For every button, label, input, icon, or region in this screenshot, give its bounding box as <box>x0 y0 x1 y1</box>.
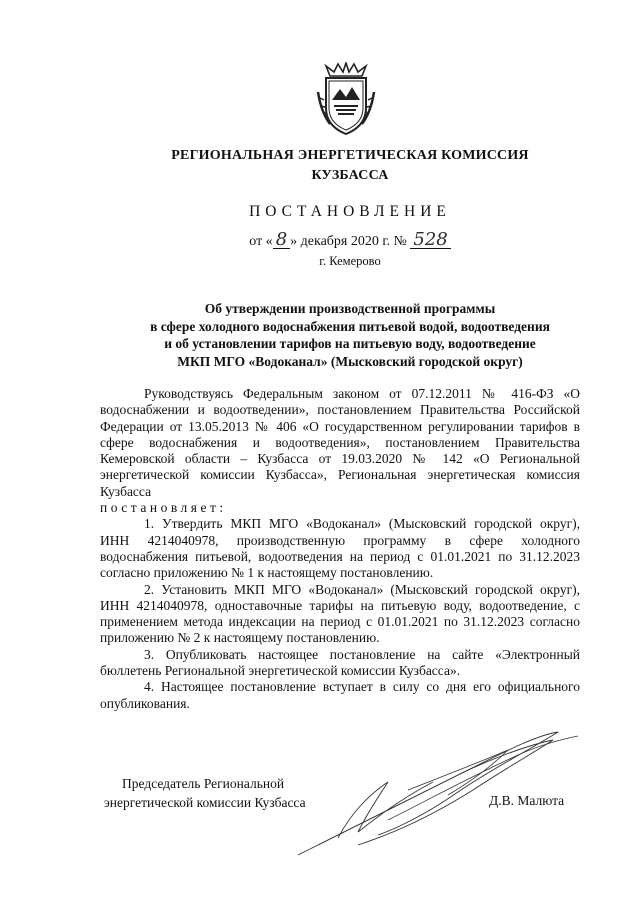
decree-item: 1. Утвердить МКП МГО «Водоканал» (Мысковский городской округ), ИНН 4214040978, производственную программу в сфере холодного водоснабжения питьевой, водоотведения на период с 01.01.2021 по 31.12.2023 согласно приложению № 1 к настоящему постановлению. <box>100 516 580 581</box>
document-number: 528 <box>410 232 450 249</box>
decree-item: 4. Настоящее постановление вступает в силу со дня его официального опубликования. <box>100 679 580 711</box>
position-line: энергетической комиссии Кузбасса <box>104 795 306 810</box>
document-city: г. Кемерово <box>319 254 381 268</box>
signatory-position <box>104 774 306 812</box>
decree-item: 3. Опубликовать настоящее постановление на сайте «Электронный бюллетень Региональной энергетической комиссии Кузбасса». <box>100 646 580 679</box>
title-line: и об установлении тарифов на питьевую воду, водоотведение <box>164 336 536 351</box>
coat-of-arms-icon <box>316 62 376 136</box>
title-line: Об утверждении производственной программы <box>204 301 496 316</box>
signatory-name: Д.В. Малюта <box>489 793 565 808</box>
document-date-line <box>100 229 600 250</box>
decree-item: 2. Установить МКП МГО «Водоканал» (Мысковский городской округ), ИНН 4214040978, одноставочные тарифы на питьевую воду, водоотведение, с применением метода индексации на период с 01.01.2021 по 31.12.2023 согласно приложению № 2 к настоящему постановлению. <box>100 581 580 646</box>
preamble-paragraph: Руководствуясь Федеральным законом от 07.12.2011 № 416-ФЗ «О водоснабжении и водоотведении», постановлением Правительства Российской Федерации от 13.05.2013 № 406 «О государственном регулировании тарифов в сфере водоснабжения и водоотведения», постановлением Правительства Кемеровской области – Кузбасса от 19.03.2020 № 142 «О Региональной энергетической комиссии Кузбасса», Региональная энергетическая комиссия Кузбасса <box>100 386 580 499</box>
handwritten-signature <box>288 720 588 860</box>
date-prefix: от « <box>249 234 273 249</box>
organization-name-region: КУЗБАССА <box>311 168 389 183</box>
date-day: 8 <box>273 232 290 249</box>
document-type: ПОСТАНОВЛЕНИЕ <box>249 203 451 220</box>
position-line: Председатель Региональной <box>122 776 285 791</box>
document-title <box>90 300 610 370</box>
document-body <box>100 386 580 712</box>
decree-word: постановляет: <box>100 500 227 516</box>
title-line: в сфере холодного водоснабжения питьевой водой, водоотведения <box>150 318 550 334</box>
date-suffix: » декабря 2020 г. № <box>290 234 407 249</box>
title-line: МКП МГО «Водоканал» (Мысковский городской округ) <box>177 353 523 369</box>
organization-name: РЕГИОНАЛЬНАЯ ЭНЕРГЕТИЧЕСКАЯ КОМИССИЯ <box>171 148 529 163</box>
